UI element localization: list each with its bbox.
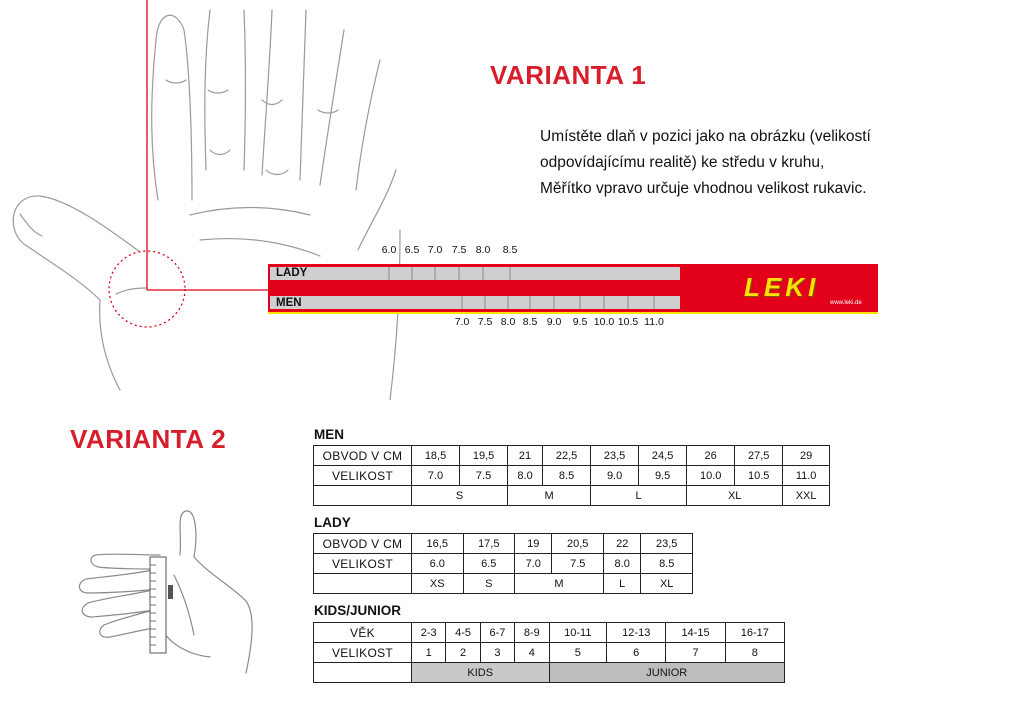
table-cell: 17,5 bbox=[463, 534, 515, 554]
size-cell: S bbox=[463, 574, 515, 594]
table-row bbox=[314, 486, 830, 506]
lady-label: LADY bbox=[276, 267, 308, 279]
table-cell: 7.0 bbox=[412, 466, 460, 486]
brand-url: www.leki.de bbox=[830, 300, 862, 306]
table-row bbox=[314, 534, 693, 554]
leki-logo: LEKI bbox=[744, 272, 820, 302]
men-tick-label: 8.0 bbox=[500, 316, 516, 328]
empty-cell bbox=[314, 574, 412, 594]
instructions-text bbox=[540, 124, 1000, 202]
size-cell: M bbox=[508, 486, 591, 506]
table-cell: 8.5 bbox=[641, 554, 693, 574]
table-cell: 2 bbox=[446, 643, 480, 663]
men-label: MEN bbox=[276, 297, 302, 309]
table-cell: 22,5 bbox=[543, 446, 591, 466]
men-table-title: MEN bbox=[314, 427, 344, 442]
lady-tick-label: 6.0 bbox=[381, 244, 397, 256]
table-cell: 7.5 bbox=[552, 554, 604, 574]
table-cell: 8.0 bbox=[603, 554, 640, 574]
men-tick-label: 10.0 bbox=[593, 316, 615, 328]
table-cell: 6 bbox=[607, 643, 666, 663]
row-label: VELIKOST bbox=[314, 643, 412, 663]
table-cell: 20,5 bbox=[552, 534, 604, 554]
table-cell: 8.0 bbox=[508, 466, 543, 486]
table-row bbox=[314, 446, 830, 466]
men-tick-label: 10.5 bbox=[617, 316, 639, 328]
table-cell: 23,5 bbox=[641, 534, 693, 554]
instruction-line: odpovídajícímu realitě) ke středu v kruhu, bbox=[540, 154, 825, 171]
lady-tick-label: 8.0 bbox=[475, 244, 491, 256]
table-cell: 26 bbox=[687, 446, 735, 466]
size-cell: M bbox=[515, 574, 604, 594]
row-label: OBVOD V CM bbox=[314, 534, 412, 554]
empty-cell bbox=[314, 663, 412, 683]
row-label: VELIKOST bbox=[314, 554, 412, 574]
empty-cell bbox=[314, 486, 412, 506]
size-cell: XL bbox=[687, 486, 783, 506]
table-cell: 6.0 bbox=[412, 554, 464, 574]
scale-tick-marks bbox=[268, 264, 688, 312]
table-row bbox=[314, 574, 693, 594]
table-cell: 21 bbox=[508, 446, 543, 466]
table-cell: 8.5 bbox=[543, 466, 591, 486]
table-cell: 24,5 bbox=[639, 446, 687, 466]
table-cell: 3 bbox=[480, 643, 514, 663]
table-cell: 22 bbox=[603, 534, 640, 554]
table-cell: 10-11 bbox=[549, 623, 607, 643]
table-cell: 29 bbox=[783, 446, 830, 466]
table-row bbox=[314, 623, 785, 643]
table-cell: 9.0 bbox=[591, 466, 639, 486]
table-cell: 11.0 bbox=[783, 466, 830, 486]
table-cell: 7.0 bbox=[515, 554, 552, 574]
row-label: VELIKOST bbox=[314, 466, 412, 486]
table-cell: 18,5 bbox=[412, 446, 460, 466]
men-tick-label: 8.5 bbox=[522, 316, 538, 328]
variant1-title: VARIANTA 1 bbox=[490, 60, 647, 90]
table-cell: 2-3 bbox=[412, 623, 446, 643]
lady-tick-label: 7.5 bbox=[451, 244, 467, 256]
table-cell: 9.5 bbox=[639, 466, 687, 486]
lady-tick-label: 7.0 bbox=[427, 244, 443, 256]
table-cell: 4 bbox=[515, 643, 549, 663]
table-cell: 10.5 bbox=[735, 466, 783, 486]
table-cell: 14-15 bbox=[666, 623, 725, 643]
group-cell-kids: KIDS bbox=[412, 663, 550, 683]
kids-table-title: KIDS/JUNIOR bbox=[314, 603, 402, 618]
row-label: OBVOD V CM bbox=[314, 446, 412, 466]
men-tick-label: 7.5 bbox=[477, 316, 493, 328]
table-cell: 5 bbox=[549, 643, 607, 663]
table-cell: 7 bbox=[666, 643, 725, 663]
instruction-line: Měřítko vpravo určuje vhodnou velikost rukavic. bbox=[540, 180, 867, 197]
size-cell: XS bbox=[412, 574, 464, 594]
group-cell-junior: JUNIOR bbox=[549, 663, 785, 683]
glove-size-scale bbox=[268, 242, 880, 332]
size-cell: XL bbox=[641, 574, 693, 594]
variant2-title: VARIANTA 2 bbox=[70, 424, 227, 454]
table-cell: 4-5 bbox=[446, 623, 480, 643]
size-cell: L bbox=[591, 486, 687, 506]
table-cell: 16-17 bbox=[725, 623, 784, 643]
palm-illustration bbox=[0, 0, 420, 400]
kids-size-table bbox=[313, 622, 785, 683]
table-row bbox=[314, 643, 785, 663]
table-cell: 19,5 bbox=[460, 446, 508, 466]
lady-size-table bbox=[313, 533, 693, 594]
table-row bbox=[314, 554, 693, 574]
hand-measuring-illustration bbox=[70, 505, 260, 675]
lady-tick-label: 6.5 bbox=[404, 244, 420, 256]
men-tick-label: 7.0 bbox=[454, 316, 470, 328]
size-cell: XXL bbox=[783, 486, 830, 506]
table-cell: 1 bbox=[412, 643, 446, 663]
table-cell: 6.5 bbox=[463, 554, 515, 574]
men-tick-label: 11.0 bbox=[644, 316, 664, 328]
table-cell: 6-7 bbox=[480, 623, 514, 643]
instruction-line: Umístěte dlaň v pozici jako na obrázku (velikostí bbox=[540, 128, 871, 145]
size-cell: L bbox=[603, 574, 640, 594]
size-cell: S bbox=[412, 486, 508, 506]
table-cell: 8 bbox=[725, 643, 784, 663]
scale-bar bbox=[268, 264, 878, 314]
men-tick-label: 9.0 bbox=[546, 316, 562, 328]
table-cell: 16,5 bbox=[412, 534, 464, 554]
table-cell: 12-13 bbox=[607, 623, 666, 643]
lady-tick-label: 8.5 bbox=[502, 244, 518, 256]
men-size-table bbox=[313, 445, 830, 506]
table-cell: 19 bbox=[515, 534, 552, 554]
table-row bbox=[314, 466, 830, 486]
table-cell: 8-9 bbox=[515, 623, 549, 643]
men-tick-label: 9.5 bbox=[572, 316, 588, 328]
table-row bbox=[314, 663, 785, 683]
table-cell: 23,5 bbox=[591, 446, 639, 466]
table-cell: 10.0 bbox=[687, 466, 735, 486]
lady-table-title: LADY bbox=[314, 515, 351, 530]
row-label: VĚK bbox=[314, 623, 412, 643]
table-cell: 27,5 bbox=[735, 446, 783, 466]
table-cell: 7.5 bbox=[460, 466, 508, 486]
